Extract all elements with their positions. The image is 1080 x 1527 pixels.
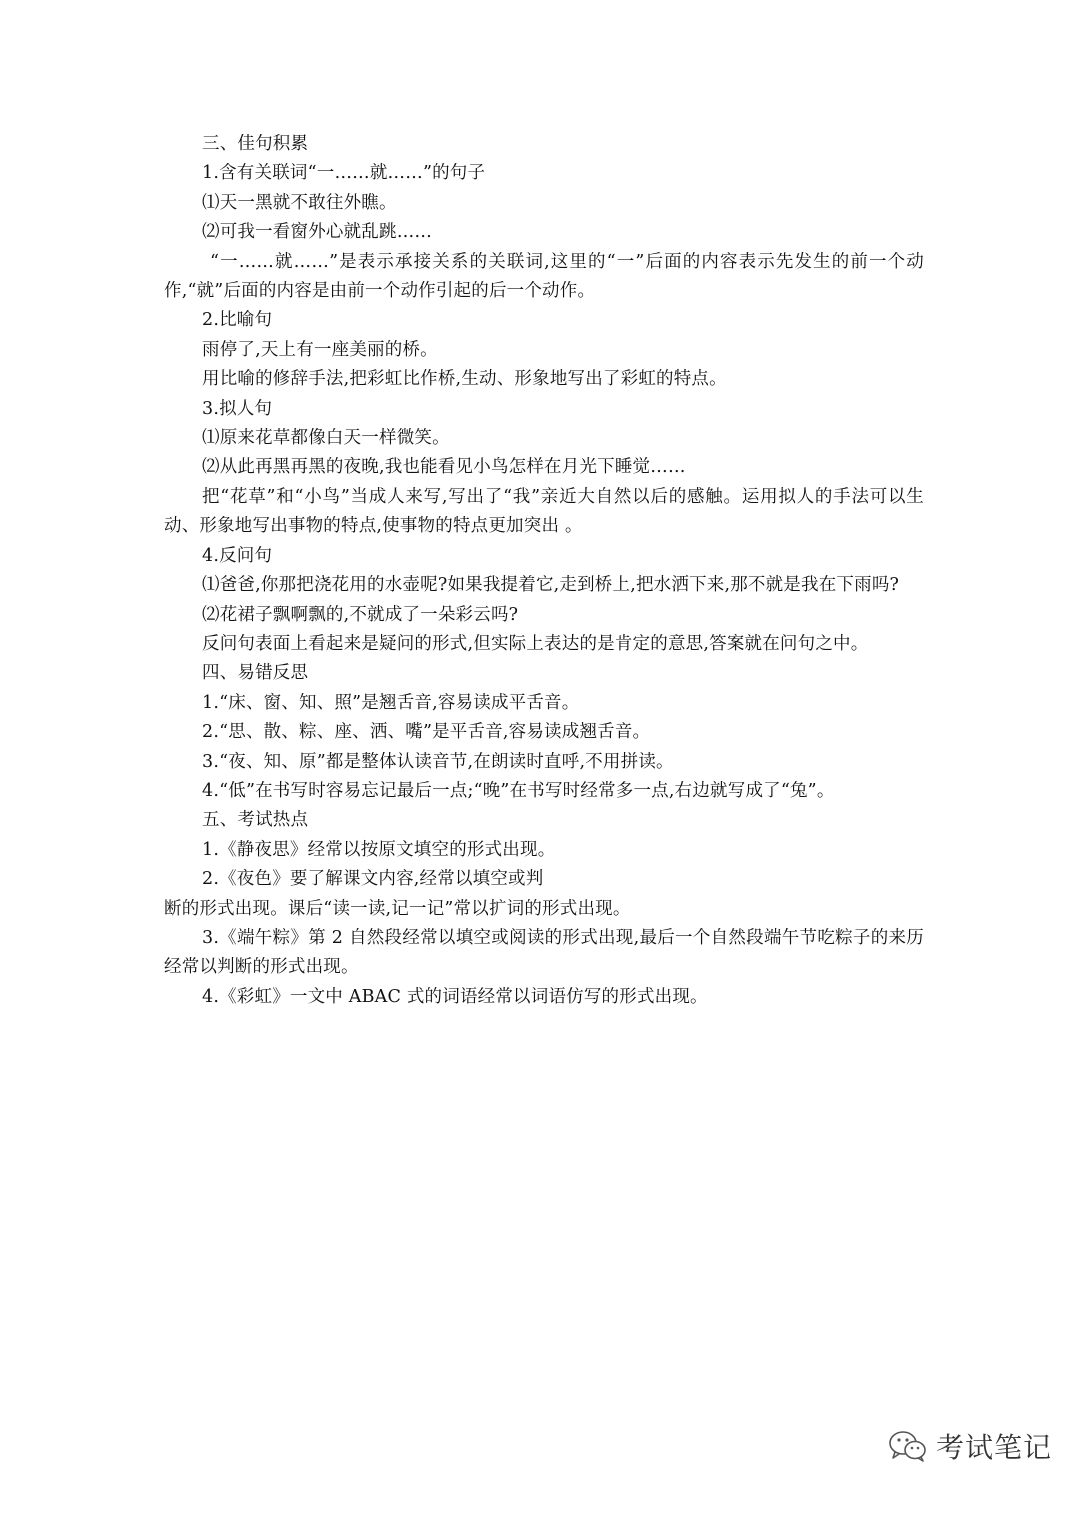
explanation-paragraph: 反问句表面上看起来是疑问的形式,但实际上表达的是肯定的意思,答案就在问句之中。 [202,633,869,654]
list-item: 1.《静夜思》经常以按原文填空的形式出现。 [202,839,556,860]
list-item: 3.《端午粽》第 2 自然段经常以填空或阅读的形式出现,最后一个自然段端午节吃粽子的来历经常以判断的形式出现。 [164,927,924,978]
section-heading-4: 四、易错反思 [202,663,309,684]
example-sentence: 雨停了,天上有一座美丽的桥。 [202,339,438,360]
subheading-3-1: 1.含有关联词“一……就……”的句子 [202,163,486,184]
watermark-text: 考试笔记 [936,1431,1053,1464]
list-item: 2.《夜色》要了解课文内容,经常以填空或判 [202,869,544,890]
list-item: 3.“夜、知、原”都是整体认读音节,在朗读时直呼,不用拼读。 [202,751,674,772]
explanation-paragraph: 把“花草”和“小鸟”当成人来写,写出了“我”亲近大自然以后的感触。运用拟人的手法可以生动、形象地写出事物的特点,使事物的特点更加突出 。 [164,486,924,537]
watermark [888,1428,1052,1464]
example-sentence: ⑵花裙子飘啊飘的,不就成了一朵彩云吗? [202,604,519,625]
explanation-paragraph: 用比喻的修辞手法,把彩虹比作桥,生动、形象地写出了彩虹的特点。 [202,369,727,390]
section-heading-3: 三、佳句积累 [202,134,309,154]
subheading-3-4: 4.反问句 [202,545,273,566]
example-sentence: ⑴天一黑就不敢往外瞧。 [202,192,397,213]
section-heading-5: 五、考试热点 [202,810,309,831]
list-item: 4.“低”在书写时容易忘记最后一点;“晚”在书写时经常多一点,右边就写成了“兔”。 [202,780,835,801]
explanation-paragraph: “一……就……”是表示承接关系的关联词,这里的“一”后面的内容表示先发生的前一个动作,“就”后面的内容是由前一个动作引起的后一个动作。 [164,251,924,302]
subheading-3-3: 3.拟人句 [202,398,273,419]
list-item: 2.“思、散、粽、座、洒、嘴”是平舌音,容易读成翘舌音。 [202,722,651,743]
list-item: 1.“床、窗、知、照”是翘舌音,容易读成平舌音。 [202,692,580,713]
example-sentence: ⑵从此再黑再黑的夜晚,我也能看见小鸟怎样在月光下睡觉…… [202,457,686,478]
list-item-continuation: 断的形式出现。课后“读一读,记一记”常以扩词的形式出现。 [164,898,631,919]
example-sentence: ⑴爸爸,你那把浇花用的水壶呢?如果我提着它,走到桥上,把水洒下来,那不就是我在下雨吗? [202,575,900,596]
example-sentence: ⑵可我一看窗外心就乱跳…… [202,222,433,243]
document-body [164,130,924,1012]
wechat-icon [888,1429,928,1463]
list-item: 4.《彩虹》一文中 ABAC 式的词语经常以词语仿写的形式出现。 [202,986,708,1007]
subheading-3-2: 2.比喻句 [202,310,273,331]
example-sentence: ⑴原来花草都像白天一样微笑。 [202,428,450,449]
